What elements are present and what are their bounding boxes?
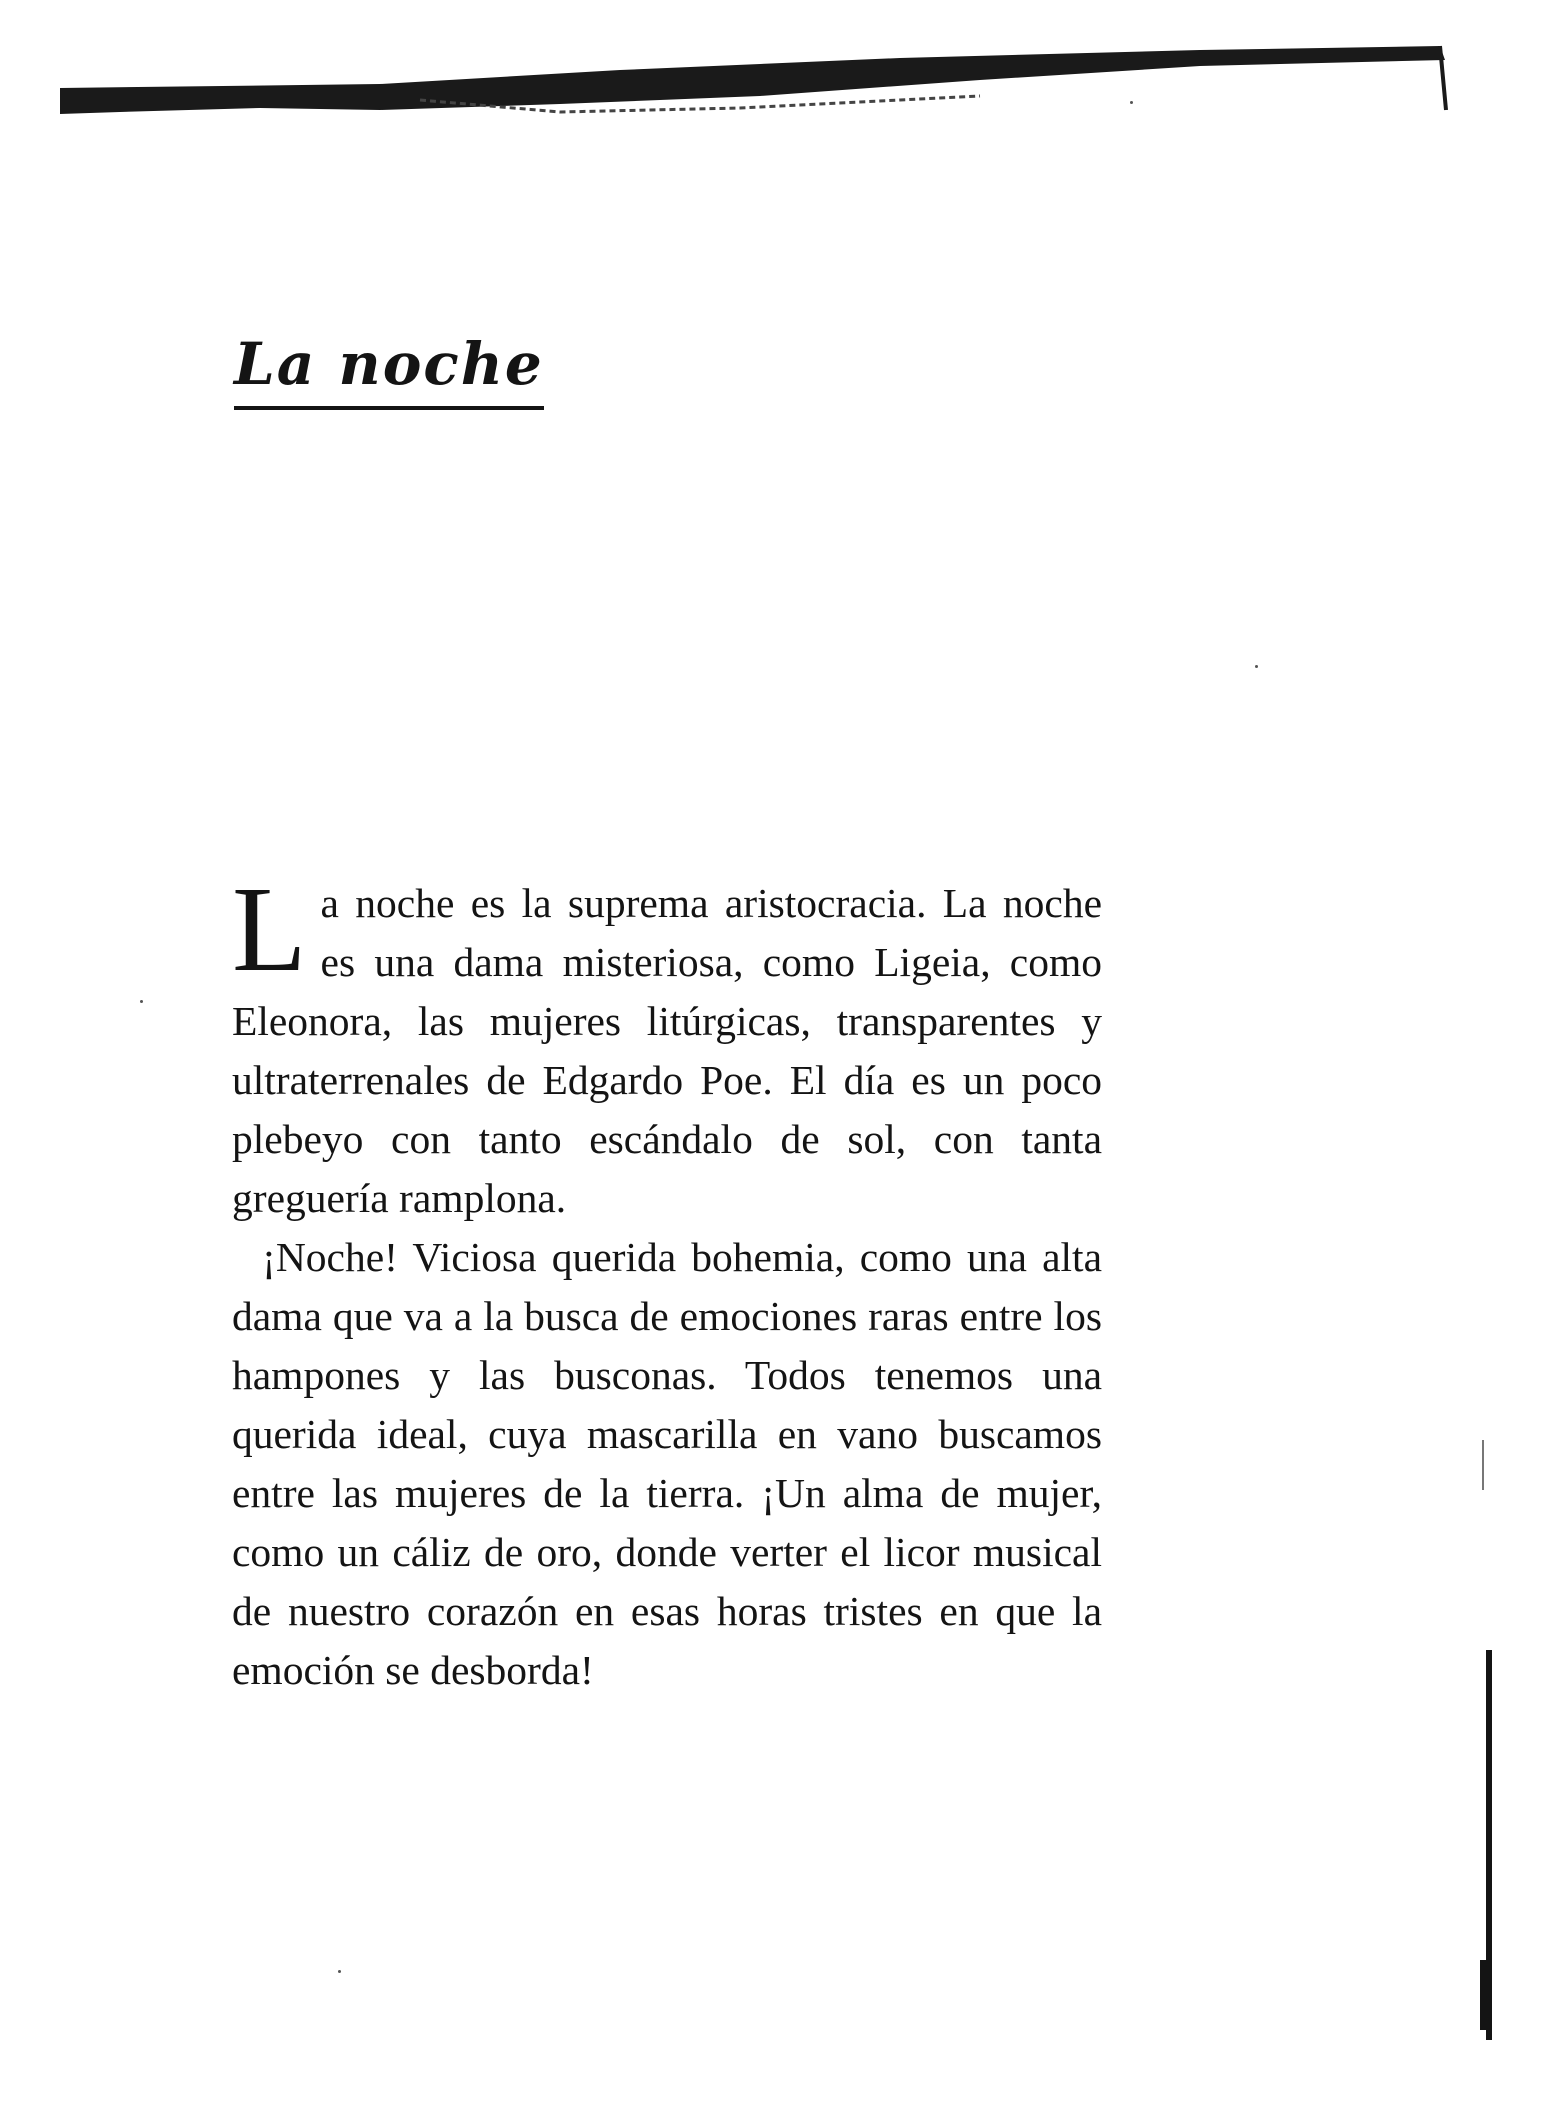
scan-border-right [1460, 1400, 1500, 2040]
page-title: La noche [234, 330, 544, 410]
paragraph: La noche es la suprema aristocracia. La noche es una dama misteriosa, como Ligeia, como Eleonora, las mujeres litúrgicas, transparentes y ultraterrenales de Edgardo Poe. El día es un poco plebeyo con tanto escándalo de sol, con tanta greguería ramplona. [232, 862, 1102, 1221]
paragraph: ¡Noche! Viciosa querida bohemia, como una alta dama que va a la busca de emociones raras entre los hampones y las busconas. Todos tenemos una querida ideal, cuya mascarilla en vano buscamos entre las mujeres de la tierra. ¡Un alma de mujer, como un cáliz de oro, donde verter el licor musical de nuestro corazón en esas horas tristes en que la emoción se desborda! [232, 1234, 1102, 1693]
scan-border-top [0, 0, 1547, 140]
scan-speck [1255, 665, 1258, 668]
scan-speck [1130, 101, 1133, 104]
scan-speck [140, 1000, 143, 1003]
scan-speck [338, 1970, 341, 1973]
text-body [232, 862, 1102, 1700]
